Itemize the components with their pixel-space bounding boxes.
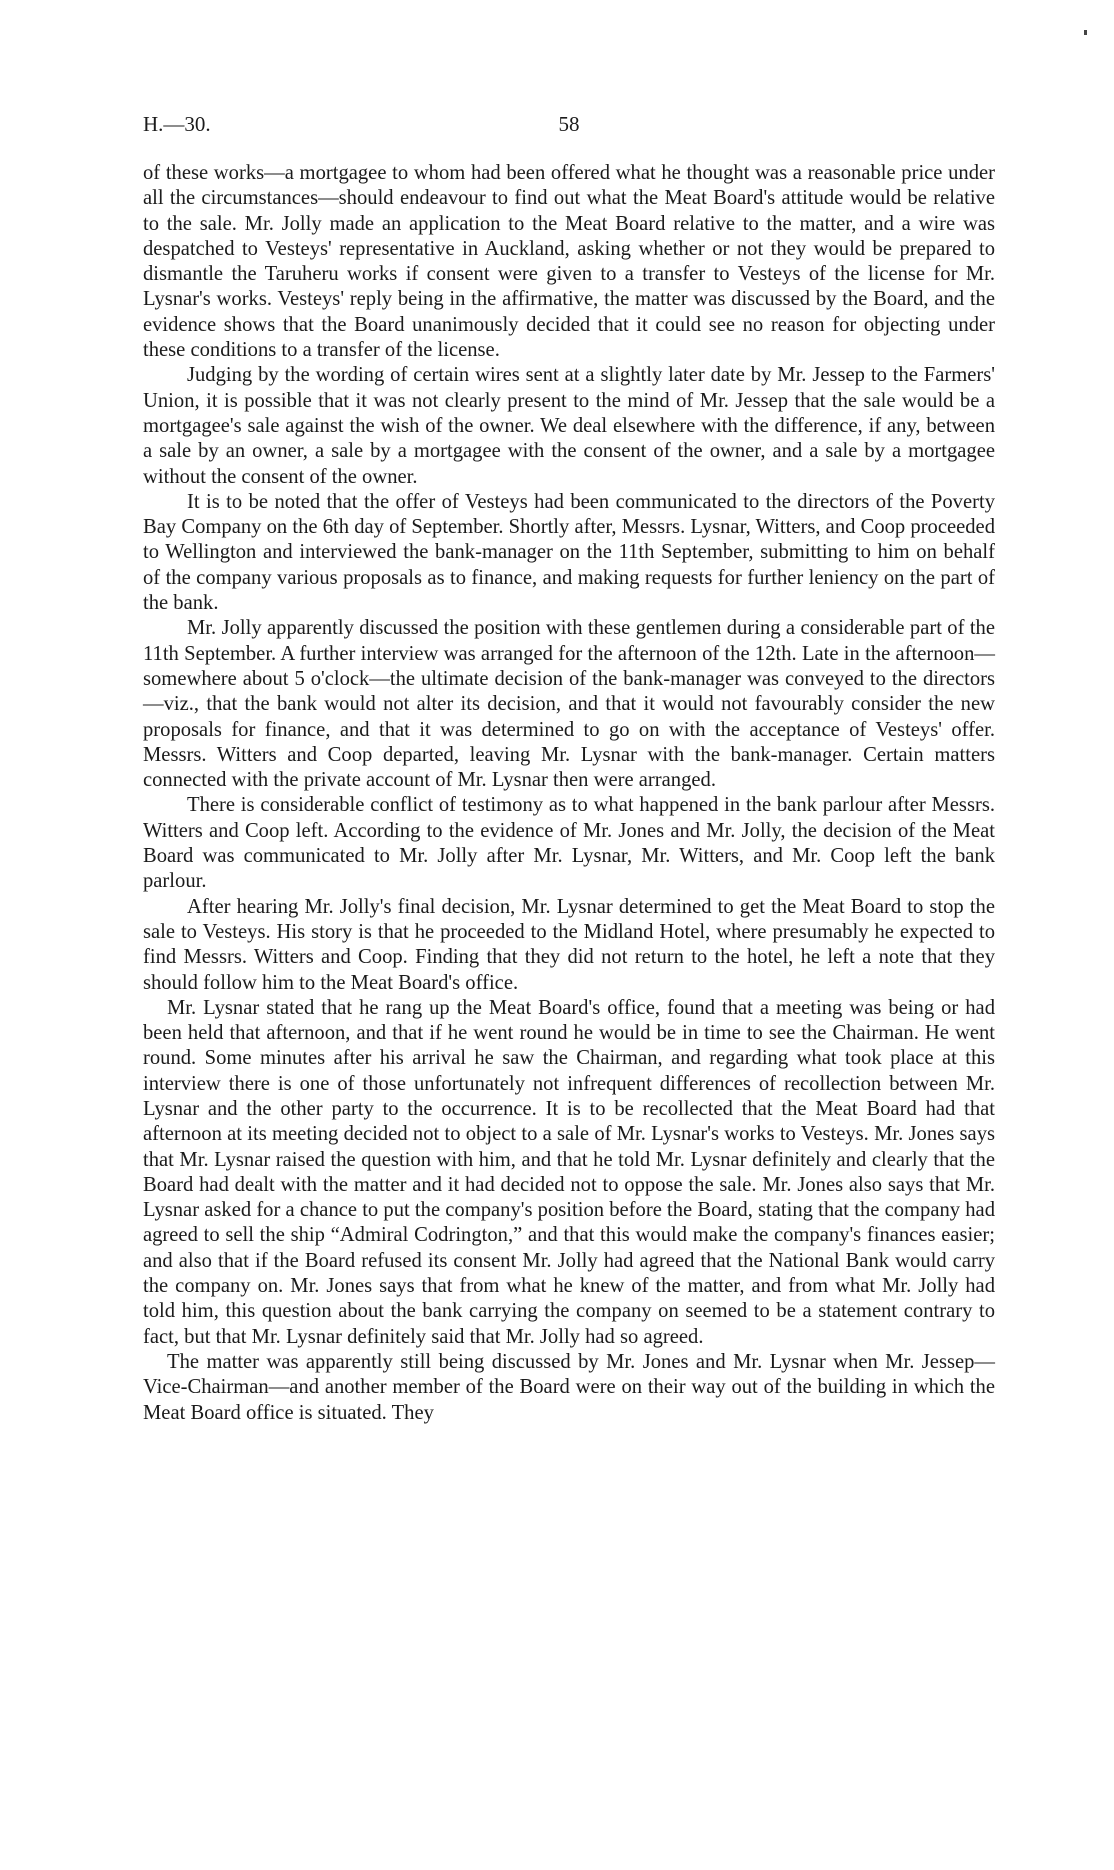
paragraph: Mr. Lysnar stated that he rang up the Meat Board's office, found that a meeting was being or had been held that afternoon, and that if he went round he would be in time to see the Chairman. He went round. Some minutes after his arrival he saw the Chairman, and regarding what took place at this interview there is one of those unfortunately not infrequent differences of recollection between Mr. Lysnar and the other party to the occurrence. It is to be recollected that the Meat Board had that afternoon at its meeting decided not to object to a sale of Mr. Lysnar's works to Vesteys. Mr. Jones says that Mr. Lysnar raised the question with him, and that he told Mr. Lysnar definitely and clearly that the Board had dealt with the matter and it had decided not to oppose the sale. Mr. Jones also says that Mr. Lysnar asked for a chance to put the company's position before the Board, stating that the company had agreed to sell the ship “Admiral Codrington,” and that this would make the company's finances easier; and also that if the Board refused its consent Mr. Jolly had agreed that the National Bank would carry the company on. Mr. Jones says that from what he knew of the matter, and from what Mr. Jolly had told him, this question about the bank carrying the company on seemed to be a statement contrary to fact, but that Mr. Lysnar definitely said that Mr. Jolly had so agreed.	[143, 996, 995, 1348]
paragraph: The matter was apparently still being discussed by Mr. Jones and Mr. Lysnar when Mr. Jessep—Vice-Chairman—and another member of the Board were on their way out of the building in which the Meat Board office is situated. They	[143, 1350, 995, 1424]
page-header	[143, 112, 995, 142]
scan-mark	[1084, 30, 1087, 35]
body-text	[143, 161, 995, 1426]
paragraph: After hearing Mr. Jolly's final decision, Mr. Lysnar determined to get the Meat Board to stop the sale to Vesteys. His story is that he proceeded to the Midland Hotel, where presumably he expected to find Messrs. Witters and Coop. Finding that they did not return to the hotel, he left a note that they should follow him to the Meat Board's office.	[143, 895, 995, 994]
paragraph: of these works—a mortgagee to whom had been offered what he thought was a reasonable price under all the circumstances—should endeavour to find out what the Meat Board's attitude would be relative to the sale. Mr. Jolly made an application to the Meat Board relative to the matter, and a wire was despatched to Vesteys' representative in Auckland, asking whether or not they would be prepared to dismantle the Taruheru works if consent were given to a transfer to Vesteys of the license for Mr. Lysnar's works. Vesteys' reply being in the affirmative, the matter was discussed by the Board, and the evidence shows that the Board unanimously decided that it could see no reason for objecting under these conditions to a transfer of the license.	[143, 162, 995, 362]
page-number: 58	[558, 112, 580, 136]
document-reference: H.—30.	[143, 112, 211, 136]
paragraph: It is to be noted that the offer of Vesteys had been communicated to the directors of the Poverty Bay Company on the 6th day of September. Shortly after, Messrs. Lysnar, Witters, and Coop proceeded to Wellington and interviewed the bank-manager on the 11th September, submitting to him on behalf of the company various proposals as to finance, and making requests for further leniency on the part of the bank.	[143, 490, 995, 615]
paragraph: There is considerable conflict of testimony as to what happened in the bank parlour after Messrs. Witters and Coop left. According to the evidence of Mr. Jones and Mr. Jolly, the decision of the Meat Board was communicated to Mr. Jolly after Mr. Lysnar, Mr. Witters, and Mr. Coop left the bank parlour.	[143, 794, 995, 893]
paragraph: Judging by the wording of certain wires sent at a slightly later date by Mr. Jessep to the Farmers' Union, it is possible that it was not clearly present to the mind of Mr. Jessep that the sale would be a mortgagee's sale against the wish of the owner. We deal elsewhere with the difference, if any, between a sale by an owner, a sale by a mortgagee with the consent of the owner, and a sale by a mortgagee without the consent of the owner.	[143, 364, 995, 488]
paragraph: Mr. Jolly apparently discussed the position with these gentlemen during a considerable part of the 11th September. A further interview was arranged for the afternoon of the 12th. Late in the afternoon—somewhere about 5 o'clock—the ultimate decision of the bank-manager was conveyed to the directors—viz., that the bank would not alter its decision, and that it would not favourably consider the new proposals for finance, and that it was determined to go on with the acceptance of Vesteys' offer. Messrs. Witters and Coop departed, leaving Mr. Lysnar with the bank-manager. Certain matters connected with the private account of Mr. Lysnar then were arranged.	[143, 617, 995, 792]
